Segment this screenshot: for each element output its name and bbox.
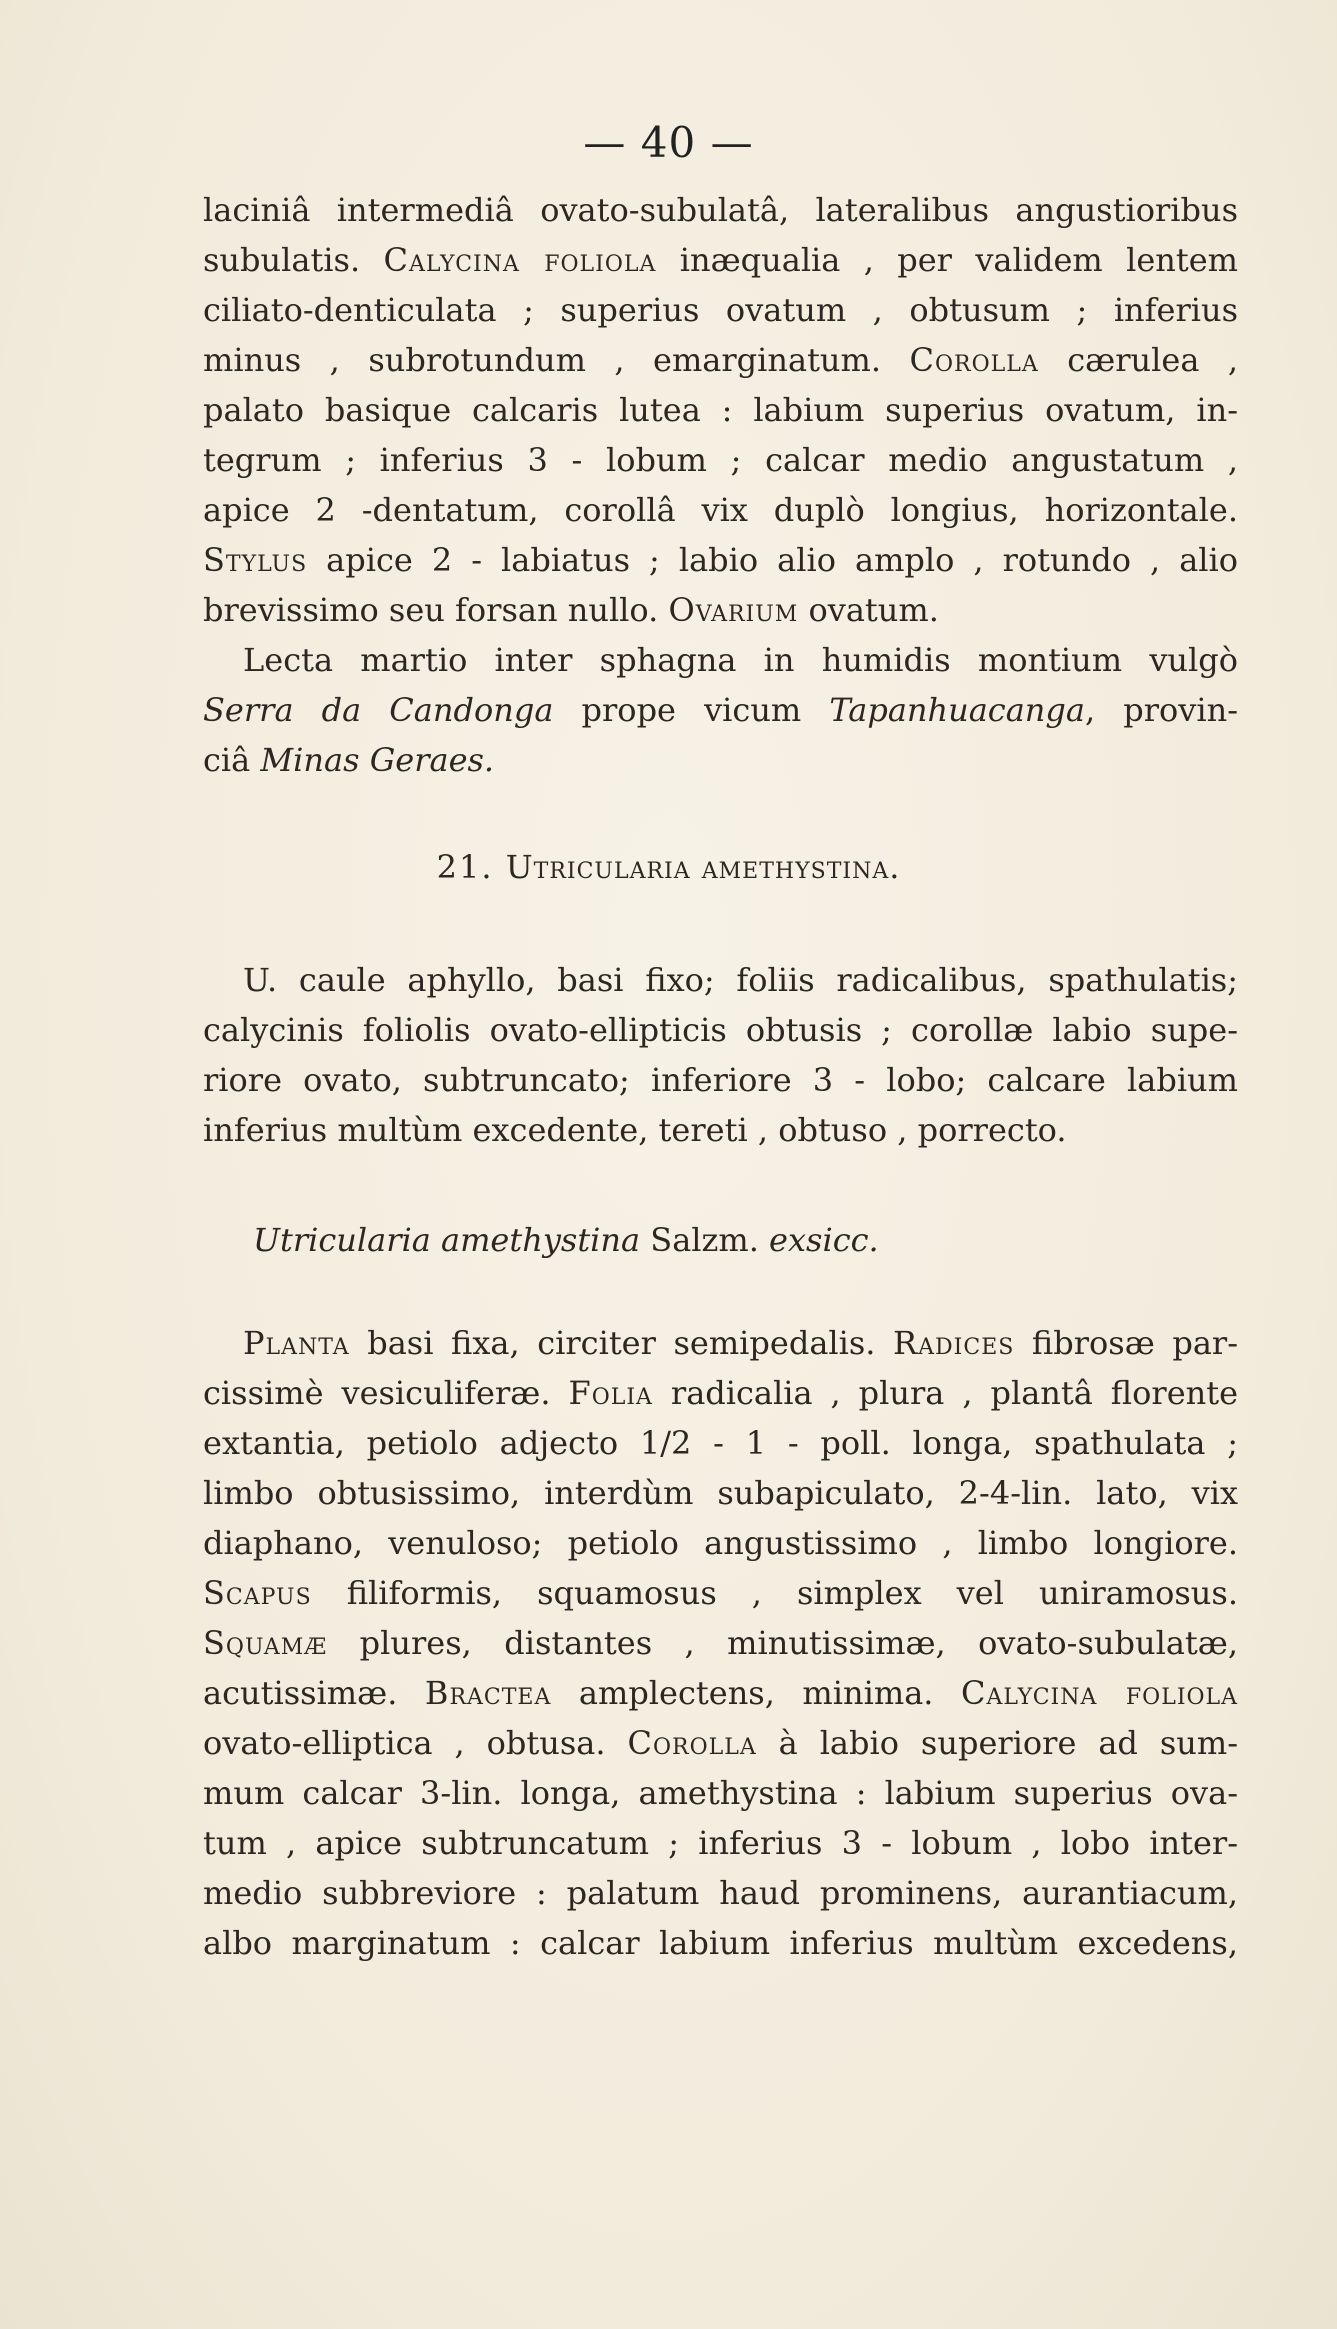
text-line: acutissimæ. Bractea amplectens, minima. Calycina foliola	[203, 1674, 1238, 1712]
text-line: albo marginatum : calcar labium inferius multùm excedens,	[203, 1924, 1238, 1962]
text-line: Planta basi fixa, circiter semipedalis. Radices fibrosæ par-	[243, 1324, 1238, 1362]
synonym-name: Utricularia amethystina	[253, 1221, 641, 1259]
text-line: brevissimo seu forsan nullo. Ovarium ovatum.	[203, 591, 939, 629]
text-line: ciâ Minas Geraes.	[203, 741, 495, 779]
text-line: palato basique calcaris lutea : labium superius ovatum, in-	[203, 391, 1238, 429]
description-continuation	[203, 185, 1238, 635]
synonym-author: Salzm.	[650, 1221, 759, 1259]
text-line: mum calcar 3-lin. longa, amethystina : labium superius ova-	[203, 1774, 1238, 1812]
text-line: cissimè vesiculiferæ. Folia radicalia , plura , plantâ florente	[203, 1374, 1238, 1412]
text-line: subulatis. Calycina foliola inæqualia , per validem lentem	[203, 241, 1238, 279]
text-line: extantia, petiolo adjecto 1/2 - 1 - poll. longa, spathulata ;	[203, 1424, 1238, 1462]
text-line: ciliato-denticulata ; superius ovatum , obtusum ; inferius	[203, 291, 1238, 329]
text-line: calycinis foliolis ovato-ellipticis obtusis ; corollæ labio supe-	[203, 1011, 1238, 1049]
text-line: Squamæ plures, distantes , minutissimæ, ovato-subulatæ,	[203, 1624, 1238, 1662]
species-heading	[0, 848, 1337, 886]
species-name: Utricularia amethystina.	[505, 848, 901, 886]
text-line: laciniâ intermediâ ovato-subulatâ, lateralibus angustioribus	[203, 191, 1238, 229]
synonym-ref: exsicc.	[769, 1221, 879, 1259]
text-line: inferius multùm excedente, tereti , obtuso , porrecto.	[203, 1111, 1067, 1149]
text-line: Stylus apice 2 - labiatus ; labio alio amplo , rotundo , alio	[203, 541, 1238, 579]
diagnosis-paragraph	[203, 955, 1238, 1155]
text-line: diaphano, venuloso; petiolo angustissimo , limbo longiore.	[203, 1524, 1238, 1562]
description-paragraph	[203, 1318, 1238, 1968]
text-line: medio subbreviore : palatum haud prominens, aurantiacum,	[203, 1874, 1238, 1912]
text-line: limbo obtusissimo, interdùm subapiculato, 2-4-lin. lato, vix	[203, 1474, 1238, 1512]
text-line: minus , subrotundum , emarginatum. Corolla cærulea ,	[203, 341, 1238, 379]
text-line: tum , apice subtruncatum ; inferius 3 - lobum , lobo inter-	[203, 1824, 1238, 1862]
species-number: 21.	[436, 848, 494, 886]
text-line: Scapus filiformis, squamosus , simplex vel uniramosus.	[203, 1574, 1238, 1612]
page-number: — 40 —	[583, 118, 754, 167]
synonym-line	[253, 1215, 879, 1265]
text-line: riore ovato, subtruncato; inferiore 3 - lobo; calcare labium	[203, 1061, 1238, 1099]
text-line: tegrum ; inferius 3 - lobum ; calcar medio angustatum ,	[203, 441, 1238, 479]
text-line: ovato-elliptica , obtusa. Corolla à labio superiore ad sum-	[203, 1724, 1238, 1762]
text-line: Serra da Candonga prope vicum Tapanhuacanga, provin-	[203, 691, 1238, 729]
text-line: U. caule aphyllo, basi fixo; foliis radicalibus, spathulatis;	[243, 961, 1238, 999]
text-line: Lecta martio inter sphagna in humidis montium vulgò	[243, 641, 1238, 679]
text-line: apice 2 -dentatum, corollâ vix duplò longius, horizontale.	[203, 491, 1238, 529]
locality-paragraph	[203, 635, 1238, 785]
